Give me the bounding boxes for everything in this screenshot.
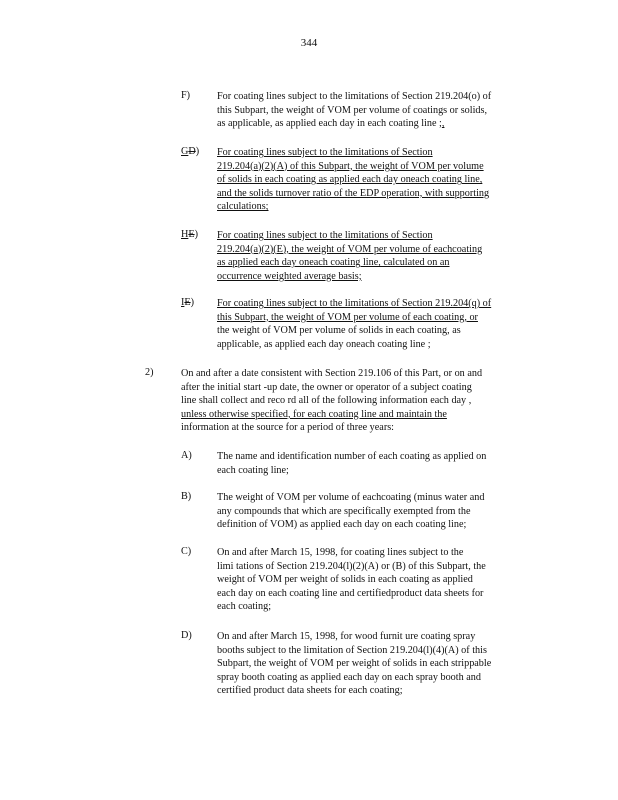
text-line: 219.204(a)(2)(A) of this Subpart, the weight of VOM per volume <box>217 160 484 172</box>
item-label: A) <box>181 450 192 461</box>
item-d <box>181 630 546 698</box>
text-line: unless otherwise specified, for each coating line and maintain the <box>181 408 447 420</box>
text-line: For coating lines subject to the limitations of Section <box>217 230 433 241</box>
text-line: On and after March 15, 1998, for coating lines subject to the <box>217 547 464 558</box>
text-line: calculations; <box>217 201 269 213</box>
item-c <box>181 546 546 614</box>
text-line: limi tations of Section 219.204(l)(2)(A) or (B) of this Subpart, the <box>217 560 486 572</box>
paragraph-2 <box>145 367 545 435</box>
text-line: On and after March 15, 1998, for wood furnit ure coating spray <box>217 631 476 642</box>
item-b <box>181 491 546 532</box>
text-line: applicable, as applied each day oneach coating line ; <box>217 338 431 350</box>
text-line: For coating lines subject to the limitations of Section 219.204(q) of <box>217 298 492 309</box>
text-line: this Subpart, the weight of VOM per volume of coatings or solids, <box>217 104 488 116</box>
text-line: weight of VOM per weight of solids in each coating as applied <box>217 574 473 586</box>
item-f <box>181 90 546 131</box>
item-h <box>181 229 546 283</box>
text-line: after the initial start -up date, the owner or operator of a subject coating <box>181 381 472 393</box>
text-line: any compounds that which are specifically exempted from the <box>217 505 471 517</box>
item-label: C) <box>181 546 192 557</box>
item-text <box>217 630 546 698</box>
item-text <box>217 90 546 131</box>
item-label: F) <box>181 90 191 101</box>
insert-mark: , <box>441 118 445 130</box>
item-a <box>181 450 546 477</box>
text-line: The weight of VOM per volume of eachcoating (minus water and <box>217 492 485 503</box>
item-i <box>181 297 546 351</box>
paragraph-text <box>181 367 545 435</box>
text-line: of solids in each coating as applied each day oneach coating line, <box>217 174 483 186</box>
item-text <box>217 491 546 532</box>
text-line: 219.204(a)(2)(E), the weight of VOM per volume of eachcoating <box>217 243 483 255</box>
text-line: The name and identification number of each coating as applied on <box>217 451 487 462</box>
paragraph-label: 2) <box>145 367 154 378</box>
text-line: this Subpart, the weight of VOM per volume of each coating, or <box>217 311 478 323</box>
item-text <box>217 297 546 351</box>
text-line: each coating line; <box>217 464 289 476</box>
item-label: HE) <box>181 229 198 240</box>
text-line: certified product data sheets for each coating; <box>217 685 403 697</box>
text-line: the weight of VOM per volume of solids in each coating, as <box>217 325 461 337</box>
text-line: spray booth coating as applied each day on each spray booth and <box>217 671 481 683</box>
text-line: Subpart, the weight of VOM per weight of solids in each strippable <box>217 658 492 670</box>
text-line: For coating lines subject to the limitations of Section 219.204(o) of <box>217 91 492 102</box>
text-line: each day on each coating line and certifiedproduct data sheets for <box>217 587 484 599</box>
item-text <box>217 546 546 614</box>
text-line: and the solids turnover ratio of the EDP operation, with supporting <box>217 187 490 199</box>
text-line: information at the source for a period of three years: <box>181 422 395 434</box>
item-label: D) <box>181 630 192 641</box>
text-line: On and after a date consistent with Section 219.106 of this Part, or on and <box>181 368 483 379</box>
text-line: as applied each day oneach coating line, calculated on an <box>217 257 450 269</box>
text-line: line shall collect and reco rd all of the following information each day , <box>181 395 472 407</box>
item-label: B) <box>181 491 192 502</box>
item-label: GD) <box>181 146 200 157</box>
item-g <box>181 146 546 214</box>
text-line: booths subject to the limitation of Section 219.204(l)(4)(A) of this <box>217 644 487 656</box>
text-line: definition of VOM) as applied each day on each coating line; <box>217 519 467 531</box>
item-text <box>217 229 546 283</box>
text-line: as applicable, as applied each day in each coating line ;, <box>217 118 445 130</box>
item-text <box>217 450 546 477</box>
text-line: each coating; <box>217 601 272 613</box>
text-line: occurrence weighted average basis; <box>217 270 362 282</box>
item-label: IE) <box>181 297 195 308</box>
text-line: For coating lines subject to the limitations of Section <box>217 147 433 158</box>
item-text <box>217 146 546 214</box>
page-number: 344 <box>300 37 318 49</box>
